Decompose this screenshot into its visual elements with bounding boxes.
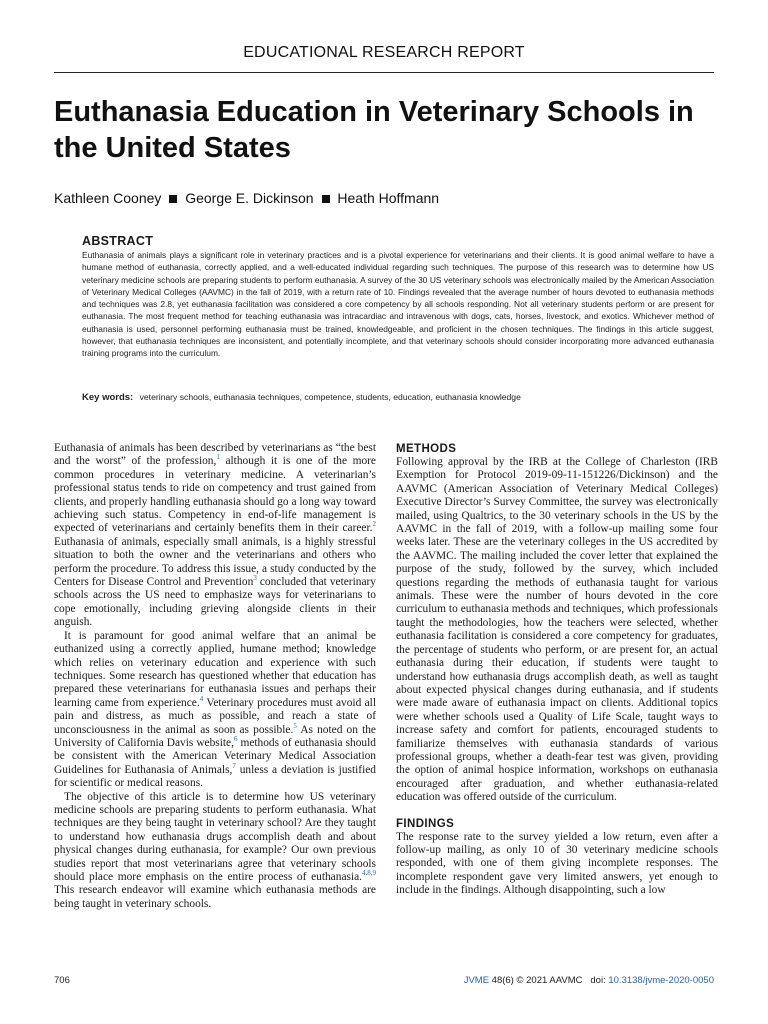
article-title: Euthanasia Education in Veterinary Schools in the United States bbox=[54, 96, 694, 164]
author-name: Heath Hoffmann bbox=[337, 190, 440, 206]
reference-link[interactable]: 4 bbox=[199, 694, 204, 703]
methods-paragraph: Following approval by the IRB at the College of Charleston (IRB Exemption for Protocol 2019-09-11-151226/Dickinson) and the AAVMC (American Association of Veterinary Medical Colleges) Executive Director’s Survey Committee, the survey was electronically mailed, using Qualtrics, to the 30 veterinary schools in the US by the AAVMC in the fall of 2019, with a follow-up mailing some four weeks later. These are the veterinary colleges in the US accredited by the AAVMC. The mailing included the cover letter that explained the purpose of the study, followed by the survey, which included questions regarding the methods of euthanasia taught for various animals. These were the number of hours devoted in the core curriculum to euthanasia methods and techniques, which professionals taught the methodologies, how the teachers were selected, whether euthanasia facilitation is considered a core competency for graduates, the percentage of students who perform, or are present for, an actual euthanasia during their education, if students were taught to understand how euthanasia drugs accomplish death, as well as taught about expected physical changes during euthanasia, and if students were made aware of euthanasia impact on clients. Additional topics were whether schools used a Quality of Life Scale, taught ways to increase safety and comfort for patients, encouraged students to familiarize themselves with euthanasia standards of various professional groups, whether a death-fear test was given, providing the option of animal hospice information, workshops on euthanasia encouraged after graduation, and whether euthanasia-related education was offered outside of the curriculum. bbox=[396, 456, 718, 804]
reference-link[interactable]: 2 bbox=[372, 520, 376, 529]
text-run: It is paramount for good animal welfare that an animal be euthanized using a correctly applied, humane method; knowledge which relies on veterinary education and experience with such techniques. Some research has questioned whether that education has prepared these veterinarians for euthanasia issues and perhaps their learning came from experience. bbox=[54, 629, 376, 709]
text-run: As noted on the University of California Davis website, bbox=[54, 723, 376, 749]
author-name: Kathleen Cooney bbox=[54, 190, 162, 206]
intro-paragraph-2 bbox=[54, 630, 376, 791]
methods-heading: METHODS bbox=[396, 443, 457, 455]
reference-link[interactable]: 7 bbox=[232, 761, 236, 770]
text-run: unless a deviation is justified for scientific or medical reasons. bbox=[54, 763, 376, 790]
author-list bbox=[54, 190, 714, 206]
journal-name-link[interactable]: JVME bbox=[463, 975, 490, 986]
page-number: 706 bbox=[54, 975, 70, 986]
header-rule bbox=[54, 72, 714, 73]
text-run: although it is one of the more common procedures in veterinary medicine. A veterinarian’s professional status tends to ride on competency and trust gained from clients, and properly handling euthanasia should go a long way toward achieving such status. Competency in end-of-life management is expected of veterinarians and certainly benefits them in their career. bbox=[54, 455, 376, 535]
reference-link[interactable]: 3 bbox=[253, 574, 257, 583]
journal-volume: 48(6) bbox=[491, 975, 514, 986]
author-separator bbox=[169, 195, 177, 203]
text-run: This research endeavor will examine which euthanasia methods are being taught in veterinary schools. bbox=[54, 884, 376, 910]
right-column bbox=[396, 442, 718, 898]
findings-paragraph: The response rate to the survey yielded a low return, even after a follow-up mailing, as only 10 of 30 veterinary medicine schools responded, with one of them giving incomplete responses. The incomplete respondent gave very limited answers, yet enough to include in the findings. Although disappointing, such a low bbox=[396, 830, 718, 897]
text-run: Euthanasia of animals, especially small animals, is a highly stressful situation to both the owner and the veterinarians and others who perform the procedure. To address this issue, a study conducted by the Centers for Disease Control and Prevention bbox=[54, 535, 376, 589]
abstract-section bbox=[82, 234, 714, 360]
doi-label: doi: bbox=[590, 975, 606, 986]
doi-link[interactable]: 10.3138/jvme-2020-0050 bbox=[608, 975, 714, 986]
keywords-label: Key words: bbox=[82, 392, 134, 403]
intro-paragraph-3 bbox=[54, 791, 376, 912]
report-type-label: EDUCATIONAL RESEARCH REPORT bbox=[243, 44, 525, 61]
reference-link[interactable]: 6 bbox=[233, 735, 238, 744]
text-run: methods of euthanasia should be consistent with the American Veterinary Medical Association Guidelines for Euthanasia of Animals, bbox=[54, 736, 376, 776]
abstract-heading: ABSTRACT bbox=[82, 234, 154, 248]
text-run: concluded that veterinary schools across the US need to emphasize ways for veterinarians to cope emotionally, including grieving alongside clients in their anguish. bbox=[54, 576, 376, 629]
copyright-text: © 2021 AAVMC bbox=[516, 975, 583, 986]
findings-heading: FINDINGS bbox=[396, 817, 455, 830]
reference-link[interactable]: 4,8,9 bbox=[362, 869, 376, 878]
text-run: The objective of this article is to determine how US veterinary medicine schools are preparing students to perform euthanasia. What techniques are they being taught in veterinary school? Are they taught to understand how euthanasia drugs accomplish death and about physical changes during euthanasia, for example? Our own previous studies report that most veterinarians agree that veterinary schools should place more emphasis on the entire process of euthanasia. bbox=[54, 790, 376, 883]
keywords-text: veterinary schools, euthanasia techniques, competence, students, education, euthanasia knowledge bbox=[139, 392, 521, 402]
keywords-line bbox=[82, 392, 714, 403]
reference-link[interactable]: 1 bbox=[216, 453, 220, 462]
author-name: George E. Dickinson bbox=[185, 190, 314, 206]
reference-link[interactable]: 5 bbox=[293, 721, 297, 730]
text-run: Veterinary procedures must avoid all pain and distress, as much as possible, and reach a state of unconsciousness in the animal as soon as possible. bbox=[54, 696, 377, 736]
left-column bbox=[54, 442, 376, 911]
abstract-text: Euthanasia of animals plays a significant role in veterinary practices and is a pivotal experience for veterinarians and their clients. It is good animal welfare to have a humane method of euthanasia, correctly applied, and a well-educated individual regarding such techniques. The purpose of this research was to determine how US veterinary medicine schools are preparing students to perform euthanasia. A survey of the 30 US veterinary schools was electronically mailed by the American Association of Veterinary Medical Colleges (AAVMC) in the fall of 2019, with a return rate of 10. Findings revealed that the average number of hours devoted to euthanasia methods and techniques was 2.8, yet euthanasia facilitation was considered a core competency by all schools responding. Not all veterinary students perform or are present for euthanasia. The most frequent method for teaching euthanasia was intracardiac and intravenous with dogs, cats, horses, livestock, and exotics. Whichever method of euthanasia is used, personnel performing euthanasia must be trained, knowledgeable, and proficient in the chosen techniques. The findings in this article suggest, however, that euthanasia techniques are inconsistent, and potentially incomplete, and that veterinary schools should consider incorporating more advanced euthanasia training programs into the curriculum. bbox=[82, 250, 714, 359]
journal-citation bbox=[464, 975, 714, 986]
text-run: Euthanasia of animals has been described by veterinarians as “the best and the worst” of the profession, bbox=[54, 442, 376, 468]
author-separator bbox=[322, 195, 330, 203]
intro-paragraph-1 bbox=[54, 442, 376, 630]
page-footer bbox=[54, 975, 714, 989]
